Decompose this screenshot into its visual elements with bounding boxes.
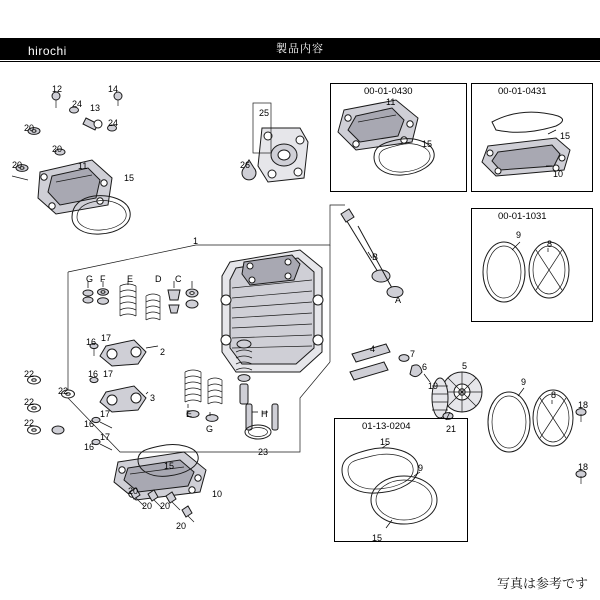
callout-12: 12 [52, 84, 63, 94]
callout-17: 17 [100, 409, 111, 419]
callout-20: 20 [142, 501, 153, 511]
callout-9: 9 [516, 230, 522, 240]
part-breather-cover [242, 103, 308, 182]
callout-15: 15 [164, 461, 175, 471]
callout-8: 8 [551, 390, 557, 400]
header-title: 製品内容 [276, 43, 324, 55]
callout-16: 16 [86, 337, 97, 347]
part-cylinder-head [221, 250, 323, 372]
part-code-label: 00-01-1031 [498, 211, 547, 222]
callout-22: 22 [58, 386, 69, 396]
part-code-label: 00-01-0431 [498, 86, 547, 97]
part-box-00-01-0430 [330, 83, 467, 192]
callout-17: 17 [100, 432, 111, 442]
callout-6: 6 [422, 362, 428, 372]
callout-25: 25 [259, 108, 270, 118]
part-box-00-01-1031 [471, 208, 593, 322]
callout-15: 15 [124, 173, 135, 183]
callout-G: G [206, 424, 214, 434]
callout-23: 23 [258, 447, 269, 457]
callout-18: 18 [578, 462, 589, 472]
callout-E: E [127, 274, 134, 284]
callout-20: 20 [160, 501, 171, 511]
part-code-label: 01-13-0204 [362, 421, 411, 432]
part-pins-sprocket [350, 344, 482, 420]
callout-20: 20 [128, 486, 139, 496]
callout-D: D [155, 274, 162, 284]
callout-10: 10 [553, 169, 564, 179]
part-spring-row-upper [83, 281, 198, 320]
callout-11: 11 [78, 161, 88, 171]
callout-F: F [100, 274, 106, 284]
callout-20: 20 [52, 144, 63, 154]
parts-bottom-right [488, 388, 589, 484]
callout-20: 20 [12, 160, 23, 170]
callout-A: A [395, 295, 402, 305]
callout-24: 24 [108, 118, 119, 128]
callout-22: 22 [24, 418, 35, 428]
callout-7: 7 [410, 349, 416, 359]
part-code-label: 00-01-0430 [364, 86, 413, 97]
callout-17: 17 [101, 333, 112, 343]
callout-15: 15 [372, 533, 383, 543]
callout-24: 24 [72, 99, 83, 109]
callout-22: 22 [24, 397, 35, 407]
callout-4: 4 [370, 344, 376, 354]
callout-11: 11 [386, 97, 396, 107]
callout-13: 13 [90, 103, 101, 113]
callout-21: 21 [446, 424, 457, 434]
callout-8: 8 [547, 239, 553, 249]
callout-10: 10 [212, 489, 223, 499]
callout-16: 16 [84, 419, 95, 429]
callout-3: 3 [150, 393, 156, 403]
footer-note: 写真は参考です [496, 576, 588, 591]
callout-18: 18 [578, 400, 589, 410]
callout-15: 15 [560, 131, 571, 141]
callout-1: 1 [193, 236, 199, 246]
callout-2: 2 [160, 347, 166, 357]
callout-B: B [372, 252, 379, 262]
part-box-01-13-0204 [334, 418, 468, 542]
callout-17: 17 [103, 369, 114, 379]
callout-15: 15 [422, 139, 433, 149]
callout-5: 5 [462, 361, 468, 371]
callout-22: 22 [24, 369, 35, 379]
callout-E: E [186, 409, 193, 419]
callout-26: 26 [240, 160, 251, 170]
callout-C: C [175, 274, 182, 284]
callout-16: 16 [84, 442, 95, 452]
callout-20: 20 [176, 521, 187, 531]
part-box-00-01-0431 [471, 83, 593, 192]
callout-19: 19 [428, 381, 439, 391]
callout-G: G [86, 274, 94, 284]
callout-9: 9 [521, 377, 527, 387]
callout-15: 15 [380, 437, 391, 447]
brand-label: hirochi [28, 44, 67, 58]
callout-14: 14 [108, 84, 119, 94]
part-washers-22 [28, 376, 75, 434]
callout-16: 16 [88, 369, 99, 379]
callout-9: 9 [418, 463, 424, 473]
callout-H: H [261, 409, 268, 419]
callout-20: 20 [24, 123, 35, 133]
